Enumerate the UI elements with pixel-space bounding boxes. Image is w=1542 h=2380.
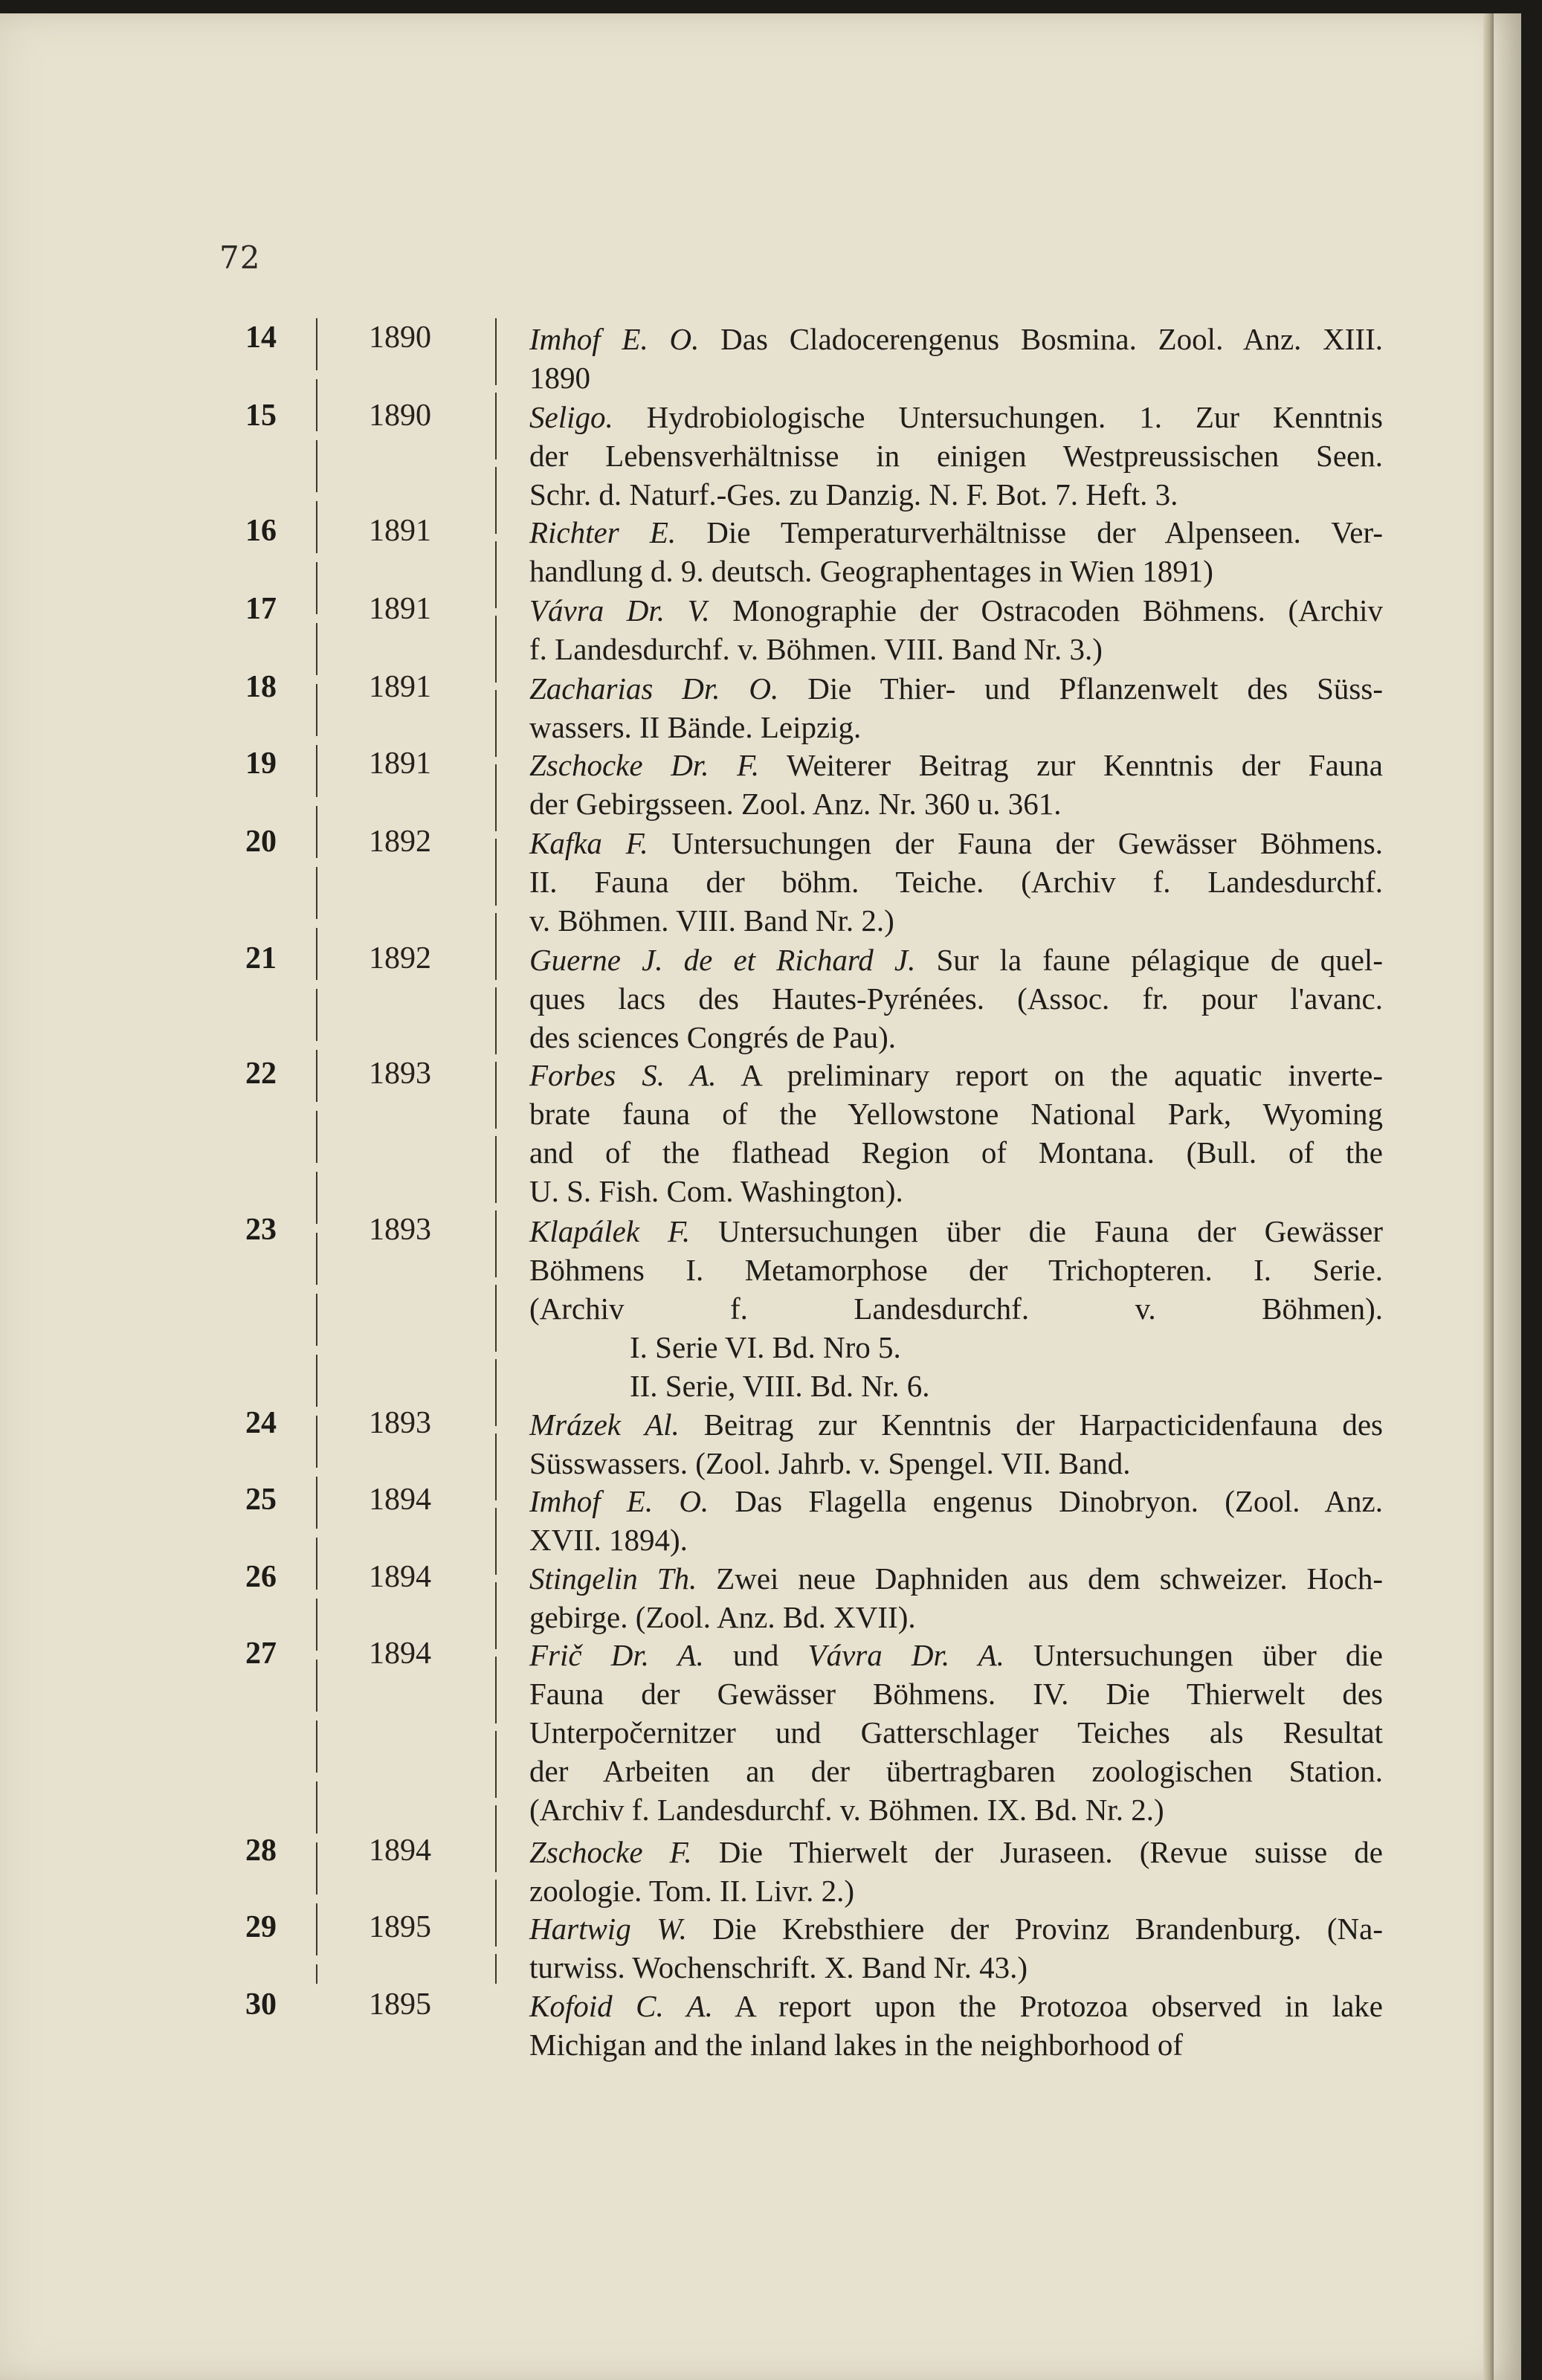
entry-number: 17 (245, 592, 277, 626)
entry-line (529, 979, 1383, 1018)
entry-line (529, 1909, 1383, 1948)
entry-line-text: zoologie. Tom. II. Livr. 2.) (529, 1874, 855, 1908)
entry-text (529, 398, 1383, 514)
entry-text (529, 1987, 1383, 2064)
entry-year: 1893 (369, 1406, 431, 1440)
entry-line-text: handlung d. 9. deutsch. Geographentages in Wien 1891) (529, 554, 1213, 588)
entry-line (529, 824, 1383, 862)
entry-author: Vávra Dr. A. (807, 1638, 1004, 1672)
entry-line (529, 1094, 1383, 1133)
entry-line-text: Beitrag zur Kenntnis der Harpacticidenfauna des (679, 1407, 1384, 1442)
entry-text (529, 1636, 1383, 1829)
entry-number: 18 (245, 670, 277, 704)
entry-text (529, 1909, 1383, 1987)
entry-line (529, 1948, 1383, 1987)
entry-line (529, 746, 1383, 784)
entry-line (529, 1636, 1383, 1674)
entry-text (529, 1056, 1383, 1210)
entry-author: Stingelin Th. (529, 1561, 697, 1596)
entry-text (529, 320, 1383, 397)
entry-line (529, 1405, 1383, 1444)
entry-line-text: U. S. Fish. Com. Washington). (529, 1174, 903, 1208)
entry-line-text: Die Temperaturverhältnisse der Alpenseen. Ver- (676, 515, 1383, 549)
entry-line (529, 1133, 1383, 1172)
entry-number: 27 (245, 1636, 277, 1671)
entry-author: Guerne J. de et Richard J. (529, 943, 916, 977)
entry-year: 1893 (369, 1057, 431, 1091)
entry-text (529, 1559, 1383, 1636)
entry-line-text: Unterpočernitzer und Gatterschlager Teiches als Resultat (529, 1715, 1383, 1749)
entry-year: 1895 (369, 1910, 431, 1944)
entry-author: Richter E. (529, 515, 677, 549)
entry-line (529, 1871, 1383, 1910)
entry-number: 25 (245, 1483, 277, 1517)
entry-text (529, 1833, 1383, 1910)
entry-text (529, 669, 1383, 746)
entry-line-text: Fauna der Gewässer Böhmens. IV. Die Thierwelt des (529, 1677, 1383, 1711)
entry-line (529, 1172, 1383, 1210)
entry-text (529, 824, 1383, 940)
entry-line-text: Böhmens I. Metamorphose der Trichopteren. I. Serie. (529, 1253, 1383, 1287)
entry-text (529, 1405, 1383, 1483)
entry-line (529, 862, 1383, 901)
entry-line (529, 708, 1383, 746)
entry-line (529, 552, 1383, 590)
entry-line-text: (Archiv f. Landesdurchf. v. Böhmen. IX. Bd. Nr. 2.) (529, 1793, 1164, 1827)
entry-number: 22 (245, 1057, 277, 1091)
entry-text (529, 513, 1383, 590)
entry-line-text: brate fauna of the Yellowstone National Park, Wyoming (529, 1097, 1383, 1131)
entry-author: Zacharias Dr. O. (529, 671, 779, 706)
entry-line (529, 1251, 1383, 1289)
entry-number: 23 (245, 1213, 277, 1247)
entry-line (529, 1444, 1383, 1483)
entry-year: 1894 (369, 1560, 431, 1594)
entry-author: Kofoid C. A. (529, 1989, 713, 2023)
entry-line (529, 358, 1383, 397)
entry-line-text: gebirge. (Zool. Anz. Bd. XVII). (529, 1600, 916, 1634)
entry-line (529, 1752, 1383, 1790)
entry-line (529, 1482, 1383, 1520)
entry-line (529, 1056, 1383, 1094)
entry-line-text: Zwei neue Daphniden aus dem schweizer. Hoch- (697, 1561, 1383, 1596)
entry-line (529, 513, 1383, 552)
entry-year: 1891 (369, 514, 431, 548)
entry-author: Kafka F. (529, 826, 648, 860)
entry-year: 1893 (369, 1213, 431, 1247)
entry-line (529, 630, 1383, 668)
entry-number: 16 (245, 514, 277, 548)
entry-year: 1892 (369, 825, 431, 859)
entry-line (529, 1559, 1383, 1598)
entry-text (529, 1212, 1383, 1405)
entry-line-text: v. Böhmen. VIII. Band Nr. 2.) (529, 903, 894, 938)
page-number: 72 (219, 239, 261, 276)
entry-line (529, 784, 1383, 823)
entry-number: 26 (245, 1560, 277, 1594)
entry-line-text: Untersuchungen der Fauna der Gewässer Böhmens. (648, 826, 1383, 860)
entry-line-text: Die Krebsthiere der Provinz Brandenburg. (Na- (686, 1912, 1383, 1946)
entry-line-text: turwiss. Wochenschrift. X. Band Nr. 43.) (529, 1950, 1028, 1984)
entry-year: 1894 (369, 1483, 431, 1517)
entry-year: 1895 (369, 1987, 431, 2022)
entry-line-text: XVII. 1894). (529, 1523, 688, 1557)
entry-line-text: A report upon the Protozoa observed in lake (712, 1989, 1383, 2023)
entry-author: Klapálek F. (529, 1214, 691, 1248)
entry-line-text: Michigan and the inland lakes in the neighborhood of (529, 2028, 1184, 2062)
entry-author: Hartwig W. (529, 1912, 687, 1946)
entry-text (529, 746, 1383, 823)
entry-line-text: II. Fauna der böhm. Teiche. (Archiv f. Landesdurchf. (529, 865, 1383, 899)
entry-line-text: Hydrobiologische Untersuchungen. 1. Zur Kenntnis (613, 400, 1383, 434)
entry-author: Forbes S. A. (529, 1058, 717, 1092)
entry-number: 28 (245, 1834, 277, 1868)
entry-line (529, 1833, 1383, 1871)
entry-line-text: Untersuchungen über die Fauna der Gewässer (690, 1214, 1383, 1248)
entry-author: Imhof E. O. (529, 322, 700, 356)
entry-line (529, 1674, 1383, 1713)
entry-year: 1890 (369, 399, 431, 433)
entry-line (529, 591, 1383, 630)
entry-number: 20 (245, 825, 277, 859)
entry-line-text: Die Thier- und Pflanzenwelt des Süss- (778, 671, 1383, 706)
entry-line (529, 2025, 1383, 2064)
entry-year: 1891 (369, 592, 431, 626)
entry-line (529, 320, 1383, 358)
entry-line (529, 475, 1383, 514)
entry-year: 1891 (369, 670, 431, 704)
entry-line-text: der Lebensverhältnisse in einigen Westpreussischen Seen. (529, 439, 1383, 473)
entry-line-text: Weiterer Beitrag zur Kenntnis der Fauna (759, 748, 1383, 782)
entry-line (529, 1289, 1383, 1328)
entry-line (529, 1987, 1383, 2025)
entry-line-text: des sciences Congrés de Pau). (529, 1020, 897, 1054)
entry-number: 30 (245, 1987, 277, 2022)
entry-author: Zschocke Dr. F. (529, 748, 760, 782)
entry-line-text: Das Cladocerengenus Bosmina. Zool. Anz. XIII. (699, 322, 1383, 356)
entry-line-text: f. Landesdurchf. v. Böhmen. VIII. Band Nr. 3.) (529, 632, 1103, 666)
entry-text (529, 591, 1383, 668)
entry-subline: II. Serie, VIII. Bd. Nr. 6. (630, 1369, 930, 1403)
entry-number: 15 (245, 399, 277, 433)
entry-text (529, 1482, 1383, 1559)
entry-line-text: (Archiv f. Landesdurchf. v. Böhmen). (529, 1291, 1383, 1326)
entry-year: 1894 (369, 1834, 431, 1868)
entry-year: 1894 (369, 1636, 431, 1671)
entry-number: 29 (245, 1910, 277, 1944)
entry-author: Zschocke F. (529, 1835, 692, 1869)
entry-line-text: wassers. II Bände. Leipzig. (529, 710, 862, 744)
entry-line (529, 398, 1383, 436)
entry-author: Mrázek Al. (529, 1407, 680, 1442)
entry-year: 1891 (369, 746, 431, 781)
entry-author: Frič Dr. A. (529, 1638, 704, 1672)
entry-line-text: Die Thierwelt der Juraseen. (Revue suisse de (691, 1835, 1384, 1869)
entry-text (529, 941, 1383, 1057)
entry-line (529, 901, 1383, 940)
entry-author: Vávra Dr. V. (529, 593, 710, 628)
entry-line-text: Süsswassers. (Zool. Jahrb. v. Spengel. VII. Band. (529, 1446, 1131, 1480)
entry-line (529, 669, 1383, 708)
entry-line (529, 1018, 1383, 1057)
entry-line (529, 941, 1383, 979)
entry-line-text: Untersuchungen über die (1004, 1638, 1383, 1672)
entry-line (529, 1790, 1383, 1829)
entry-line-text: der Gebirgsseen. Zool. Anz. Nr. 360 u. 361. (529, 787, 1062, 821)
entry-line-text: A preliminary report on the aquatic inverte- (716, 1058, 1383, 1092)
entry-number: 21 (245, 941, 277, 975)
entry-line (529, 1598, 1383, 1636)
entry-number: 14 (245, 320, 277, 355)
entry-line-text: Schr. d. Naturf.-Ges. zu Danzig. N. F. Bot. 7. Heft. 3. (529, 477, 1178, 512)
entry-line-text: and of the flathead Region of Montana. (Bull. of the (529, 1135, 1383, 1170)
entry-year: 1892 (369, 941, 431, 975)
entry-line (529, 1713, 1383, 1752)
entry-line-text: Monographie der Ostracoden Böhmens. (Archiv (709, 593, 1383, 628)
entry-line-text: Sur la faune pélagique de quel- (915, 943, 1383, 977)
entry-line-text: Das Flagella engenus Dinobryon. (Zool. Anz. (709, 1484, 1384, 1518)
entry-line-text: der Arbeiten an der übertragbaren zoologischen Station. (529, 1754, 1383, 1788)
entry-conjunction: und (703, 1638, 808, 1672)
entry-line-text: 1890 (529, 361, 590, 395)
entry-subline: I. Serie VI. Bd. Nro 5. (630, 1330, 901, 1364)
entry-number: 24 (245, 1406, 277, 1440)
entry-author: Seligo. (529, 400, 613, 434)
entry-number: 19 (245, 746, 277, 781)
entry-line (529, 1520, 1383, 1559)
entry-line-text: ques lacs des Hautes-Pyrénées. (Assoc. fr. pour l'avanc. (529, 981, 1383, 1016)
entry-line (529, 436, 1383, 475)
entry-line (529, 1212, 1383, 1251)
entry-year: 1890 (369, 320, 431, 355)
entry-author: Imhof E. O. (529, 1484, 709, 1518)
